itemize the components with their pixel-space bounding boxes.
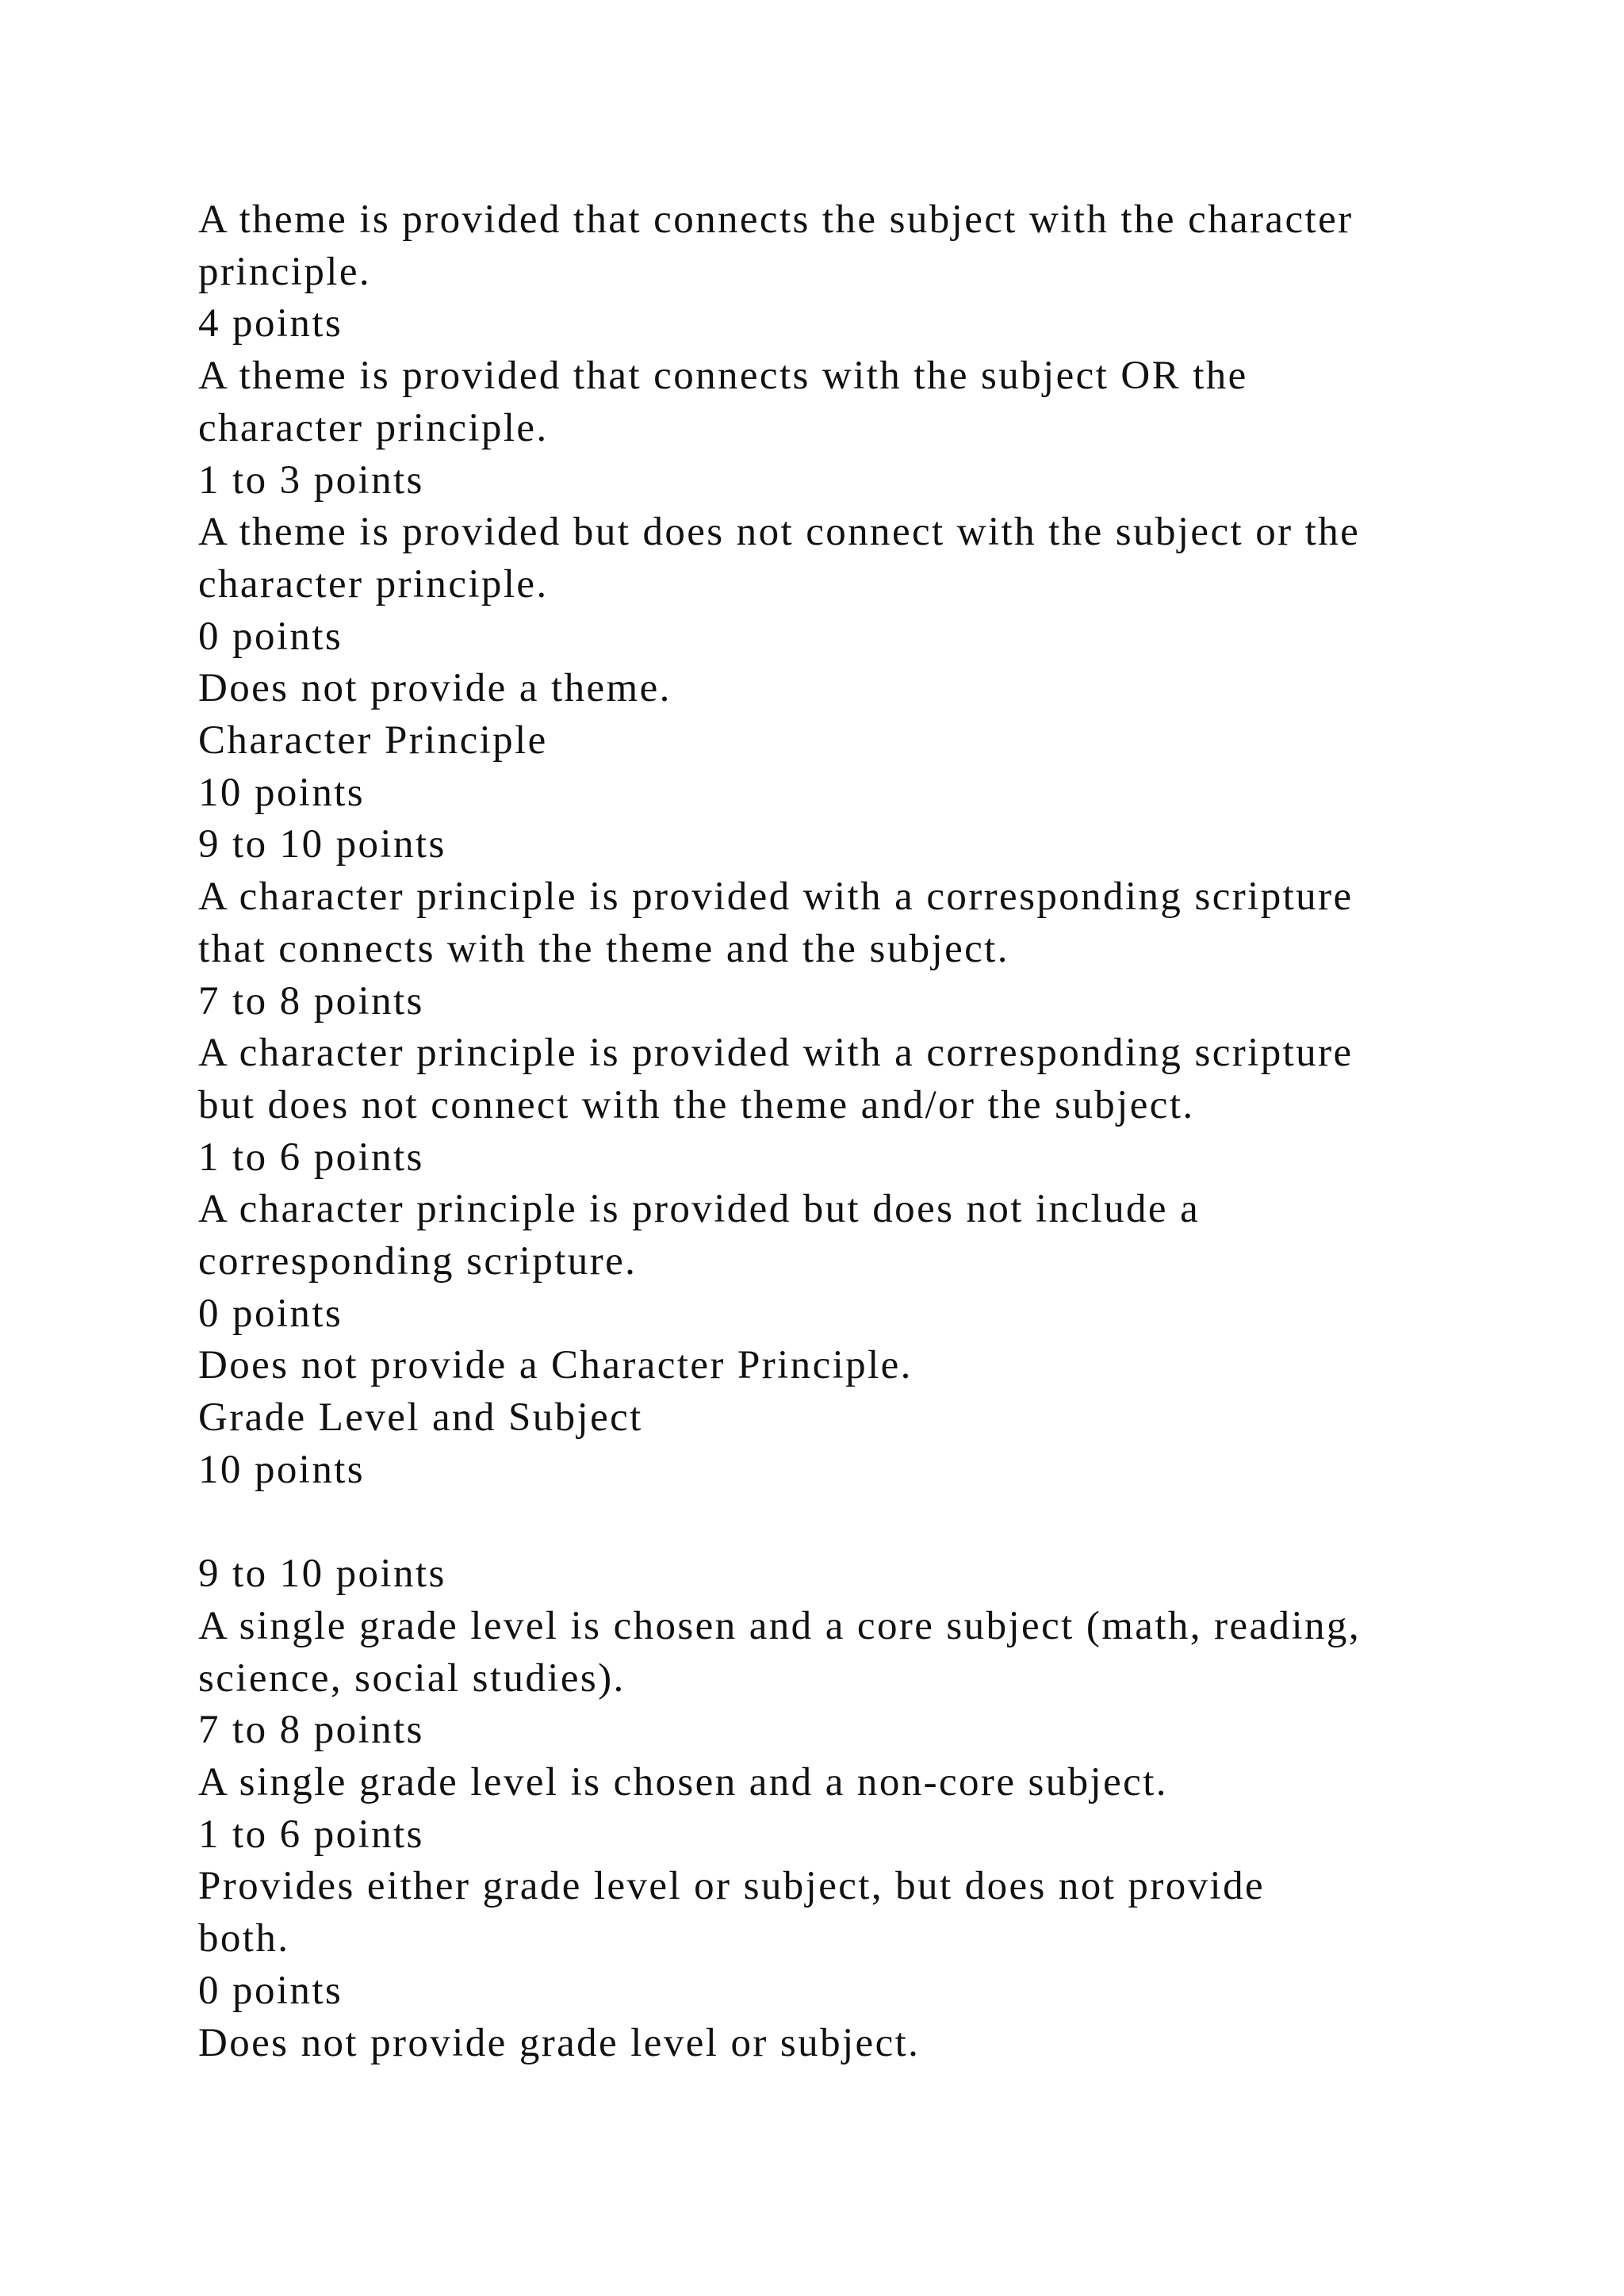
- points-line: 0 points: [198, 1968, 343, 2013]
- text-line: A theme is provided that connects the subject with the character: [198, 197, 1354, 242]
- text-line: Does not provide a theme.: [198, 666, 672, 711]
- text-line: that connects with the theme and the subject.: [198, 926, 1009, 971]
- points-line: 7 to 8 points: [198, 978, 424, 1024]
- points-line: 7 to 8 points: [198, 1708, 424, 1753]
- text-line: but does not connect with the theme and/or the subject.: [198, 1082, 1195, 1127]
- section-heading: Grade Level and Subject: [198, 1395, 643, 1441]
- text-line: both.: [198, 1916, 290, 1961]
- points-line: 1 to 6 points: [198, 1812, 424, 1857]
- blank-line: [198, 1497, 1467, 1549]
- text-line: A single grade level is chosen and a core subject (math, reading,: [198, 1603, 1361, 1648]
- points-line: 10 points: [198, 770, 366, 815]
- text-line: Provides either grade level or subject, but does not provide: [198, 1864, 1266, 1909]
- text-line: A single grade level is chosen and a non-core subject.: [198, 1760, 1168, 1805]
- text-line: corresponding scripture.: [198, 1239, 638, 1284]
- text-line: Does not provide a Character Principle.: [198, 1343, 913, 1388]
- text-line: character principle.: [198, 561, 549, 607]
- text-line: A character principle is provided with a corresponding scripture: [198, 874, 1354, 920]
- points-line: 0 points: [198, 614, 343, 659]
- points-line: 4 points: [198, 301, 343, 346]
- text-line: A character principle is provided but does not include a: [198, 1187, 1201, 1232]
- section-heading: Character Principle: [198, 718, 548, 763]
- points-line: 1 to 6 points: [198, 1135, 424, 1180]
- text-line: A character principle is provided with a corresponding scripture: [198, 1031, 1354, 1076]
- text-line: science, social studies).: [198, 1655, 626, 1701]
- text-line: principle.: [198, 249, 372, 294]
- text-line: A theme is provided but does not connect with the subject or the: [198, 510, 1361, 555]
- points-line: 1 to 3 points: [198, 457, 424, 503]
- text-line: Does not provide grade level or subject.: [198, 2020, 921, 2065]
- rubric-text: [198, 194, 1467, 2069]
- points-line: 10 points: [198, 1447, 366, 1492]
- text-line: A theme is provided that connects with the subject OR the: [198, 354, 1248, 399]
- points-line: 9 to 10 points: [198, 1552, 446, 1597]
- points-line: 0 points: [198, 1291, 343, 1336]
- text-line: character principle.: [198, 405, 549, 450]
- points-line: 9 to 10 points: [198, 822, 446, 867]
